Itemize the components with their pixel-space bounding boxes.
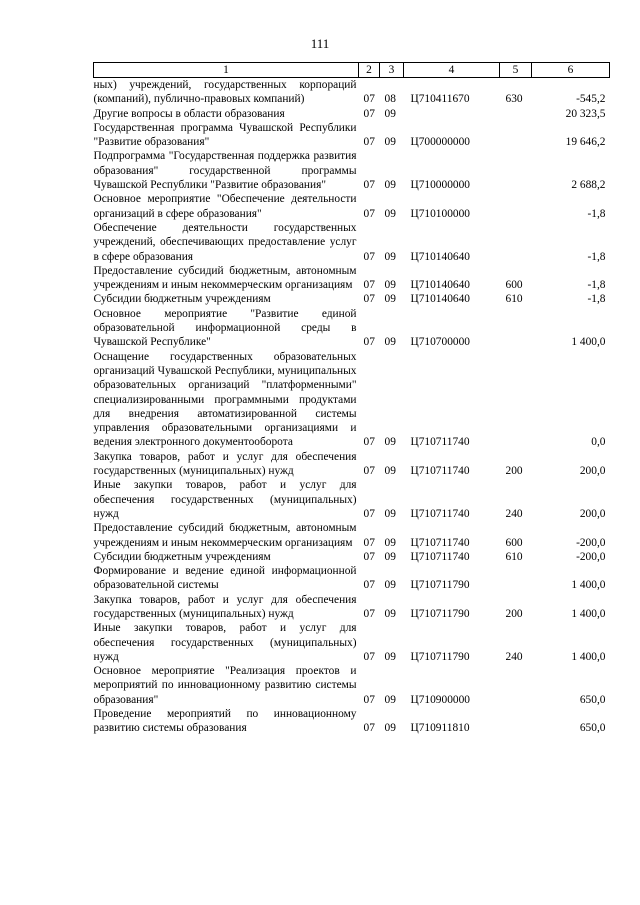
- row-name: Закупка товаров, работ и услуг для обеспечения государственных (муниципальных) нужд: [93, 593, 357, 620]
- row-subsection: 09: [384, 693, 396, 706]
- row-name: ных) учреждений, государственных корпораций (компаний), публично-правовых компаний): [93, 79, 357, 106]
- row-amount: 1 400,0: [571, 579, 606, 592]
- row-section: 07: [363, 436, 375, 449]
- row-subsection: 08: [384, 93, 396, 106]
- row-subsection: 09: [384, 650, 396, 663]
- row-name: Государственная программа Чувашской Республики "Развитие образования": [93, 121, 357, 149]
- row-name: Субсидии бюджетным учреждениям: [93, 550, 271, 563]
- row-amount: -1,8: [587, 293, 606, 306]
- row-expense-type: 240: [505, 507, 523, 520]
- table-row: [94, 450, 610, 479]
- table-row: [94, 621, 610, 664]
- row-subsection: 09: [384, 107, 396, 120]
- row-name: Формирование и ведение единой информационной образовательной системы: [93, 565, 357, 592]
- row-name: Закупка товаров, работ и услуг для обеспечения государственных (муниципальных) нужд: [93, 450, 357, 478]
- row-target-code: Ц710411670: [410, 93, 470, 106]
- row-target-code: Ц710140640: [410, 279, 470, 292]
- table-row: [94, 149, 610, 192]
- row-expense-type: 610: [505, 293, 523, 306]
- row-amount: -1,8: [587, 279, 606, 292]
- row-name: Другие вопросы в области образования: [93, 107, 285, 120]
- table-row: [94, 564, 610, 593]
- row-section: 07: [363, 579, 375, 592]
- header-col-6: 6: [532, 63, 610, 78]
- row-section: 07: [363, 693, 375, 706]
- row-name: Иные закупки товаров, работ и услуг для обеспечения государственных (муниципальных) нужд: [93, 622, 357, 663]
- row-target-code: Ц710711790: [410, 607, 470, 620]
- row-subsection: 09: [384, 550, 396, 563]
- row-subsection: 09: [384, 607, 396, 620]
- table-row: [94, 121, 610, 150]
- row-amount: 1 400,0: [571, 650, 606, 663]
- row-subsection: 09: [384, 507, 396, 520]
- row-target-code: Ц700000000: [410, 136, 470, 149]
- row-section: 07: [363, 250, 375, 263]
- row-section: 07: [363, 179, 375, 192]
- row-target-code: Ц710711740: [410, 536, 470, 549]
- table-row: [94, 478, 610, 521]
- row-section: 07: [363, 507, 375, 520]
- row-amount: -200,0: [576, 550, 606, 563]
- row-subsection: 09: [384, 179, 396, 192]
- row-target-code: Ц710711740: [410, 550, 470, 563]
- table-row: [94, 593, 610, 622]
- row-subsection: 09: [384, 722, 396, 735]
- row-expense-type: 600: [505, 536, 523, 549]
- page-number: 111: [310, 36, 330, 51]
- row-section: 07: [363, 650, 375, 663]
- table-row: [94, 521, 610, 550]
- header-col-4: 4: [404, 63, 500, 78]
- row-amount: -545,2: [576, 93, 606, 106]
- row-target-code: Ц710000000: [410, 179, 470, 192]
- row-expense-type: [500, 192, 532, 221]
- row-target-code: Ц710711740: [410, 507, 470, 520]
- row-target-code: Ц710711790: [410, 650, 470, 663]
- table-row: [94, 78, 610, 107]
- table-row: [94, 107, 610, 121]
- row-subsection: 09: [384, 536, 396, 549]
- row-expense-type: [500, 707, 532, 736]
- row-target-code: Ц710711740: [410, 465, 470, 478]
- row-target-code: Ц710140640: [410, 293, 470, 306]
- row-name: Основное мероприятие "Обеспечение деятельности организаций в сфере образования": [93, 193, 357, 220]
- row-expense-type: 240: [505, 650, 523, 663]
- table-row: [94, 550, 610, 564]
- row-expense-type: [500, 307, 532, 350]
- row-name: Проведение мероприятий по инновационному развитию системы образования: [93, 708, 357, 735]
- row-subsection: 09: [384, 293, 396, 306]
- row-section: 07: [363, 207, 375, 220]
- table-row: [94, 221, 610, 264]
- row-section: 07: [363, 136, 375, 149]
- row-name: Предоставление субсидий бюджетным, автономным учреждениям и иным некоммерческим организациям: [93, 264, 357, 292]
- row-section: 07: [363, 336, 375, 349]
- row-section: 07: [363, 293, 375, 306]
- table-row: [94, 192, 610, 221]
- row-section: 07: [363, 550, 375, 563]
- row-name: Подпрограмма "Государственная поддержка развития образования" государственной программы Чувашской Республики "Развитие образования": [93, 150, 357, 192]
- row-target-code: Ц710911810: [410, 722, 470, 735]
- row-section: 07: [363, 607, 375, 620]
- row-amount: -200,0: [576, 536, 606, 549]
- row-section: 07: [363, 93, 375, 106]
- row-target-code: Ц710711790: [410, 579, 470, 592]
- row-target-code: Ц710100000: [410, 207, 470, 220]
- table-header-row: [94, 63, 610, 78]
- row-name: Основное мероприятие "Реализация проектов и мероприятий по инновационному развитию системы образования": [93, 665, 357, 706]
- row-expense-type: [500, 149, 532, 192]
- row-expense-type: [500, 221, 532, 264]
- row-amount: -1,8: [587, 207, 606, 220]
- row-amount: 20 323,5: [565, 107, 606, 120]
- table-row: [94, 664, 610, 707]
- row-expense-type: 200: [505, 607, 523, 620]
- row-amount: 1 400,0: [571, 607, 606, 620]
- row-amount: 1 400,0: [571, 336, 606, 349]
- row-target-code: Ц710140640: [410, 250, 470, 263]
- header-col-2: 2: [359, 63, 380, 78]
- header-col-3: 3: [380, 63, 404, 78]
- row-amount: 0,0: [591, 436, 606, 449]
- row-amount: 200,0: [579, 507, 606, 520]
- table-row: [94, 707, 610, 736]
- row-amount: 2 688,2: [571, 179, 606, 192]
- table-row: [94, 292, 610, 306]
- row-subsection: 09: [384, 579, 396, 592]
- row-subsection: 09: [384, 336, 396, 349]
- table-row: [94, 264, 610, 293]
- row-section: 07: [363, 465, 375, 478]
- header-col-5: 5: [500, 63, 532, 78]
- row-target-code: [404, 107, 500, 121]
- row-expense-type: 600: [505, 279, 523, 292]
- row-expense-type: [500, 350, 532, 450]
- row-name: Субсидии бюджетным учреждениям: [93, 293, 271, 306]
- row-subsection: 09: [384, 207, 396, 220]
- row-name: Иные закупки товаров, работ и услуг для обеспечения государственных (муниципальных) нужд: [93, 479, 357, 520]
- row-expense-type: 200: [505, 465, 523, 478]
- row-amount: 200,0: [579, 465, 606, 478]
- row-section: 07: [363, 536, 375, 549]
- row-subsection: 09: [384, 465, 396, 478]
- row-expense-type: [500, 121, 532, 150]
- table-row: [94, 307, 610, 350]
- row-expense-type: [500, 107, 532, 121]
- row-expense-type: 610: [505, 550, 523, 563]
- header-col-1: 1: [94, 63, 359, 78]
- row-expense-type: [500, 664, 532, 707]
- row-amount: 19 646,2: [565, 136, 606, 149]
- row-amount: 650,0: [579, 722, 606, 735]
- budget-table: [93, 62, 610, 736]
- table-body: [94, 78, 610, 736]
- row-name: Основное мероприятие "Развитие единой образовательной информационной среды в Чувашской Республике": [93, 307, 357, 349]
- row-target-code: Ц710700000: [410, 336, 470, 349]
- row-section: 07: [363, 279, 375, 292]
- row-expense-type: [500, 564, 532, 593]
- row-expense-type: 630: [505, 93, 523, 106]
- row-name: Оснащение государственных образовательных организаций Чувашской Республики, муниципальных образовательных организаций "платформенными" специализированными программными продуктами для внедрения автоматизированной системы управления образовательными организациями и ведения электронного документооборота: [93, 350, 357, 449]
- row-amount: -1,8: [587, 250, 606, 263]
- row-target-code: Ц710900000: [410, 693, 470, 706]
- row-name: Предоставление субсидий бюджетным, автономным учреждениям и иным некоммерческим организациям: [93, 522, 357, 549]
- table-row: [94, 350, 610, 450]
- row-subsection: 09: [384, 250, 396, 263]
- row-name: Обеспечение деятельности государственных учреждений, обеспечивающих предоставление услуг в сфере образования: [93, 221, 357, 263]
- row-section: 07: [363, 722, 375, 735]
- row-subsection: 09: [384, 436, 396, 449]
- row-subsection: 09: [384, 136, 396, 149]
- row-section: 07: [363, 107, 375, 120]
- row-target-code: Ц710711740: [410, 436, 470, 449]
- row-subsection: 09: [384, 279, 396, 292]
- row-amount: 650,0: [579, 693, 606, 706]
